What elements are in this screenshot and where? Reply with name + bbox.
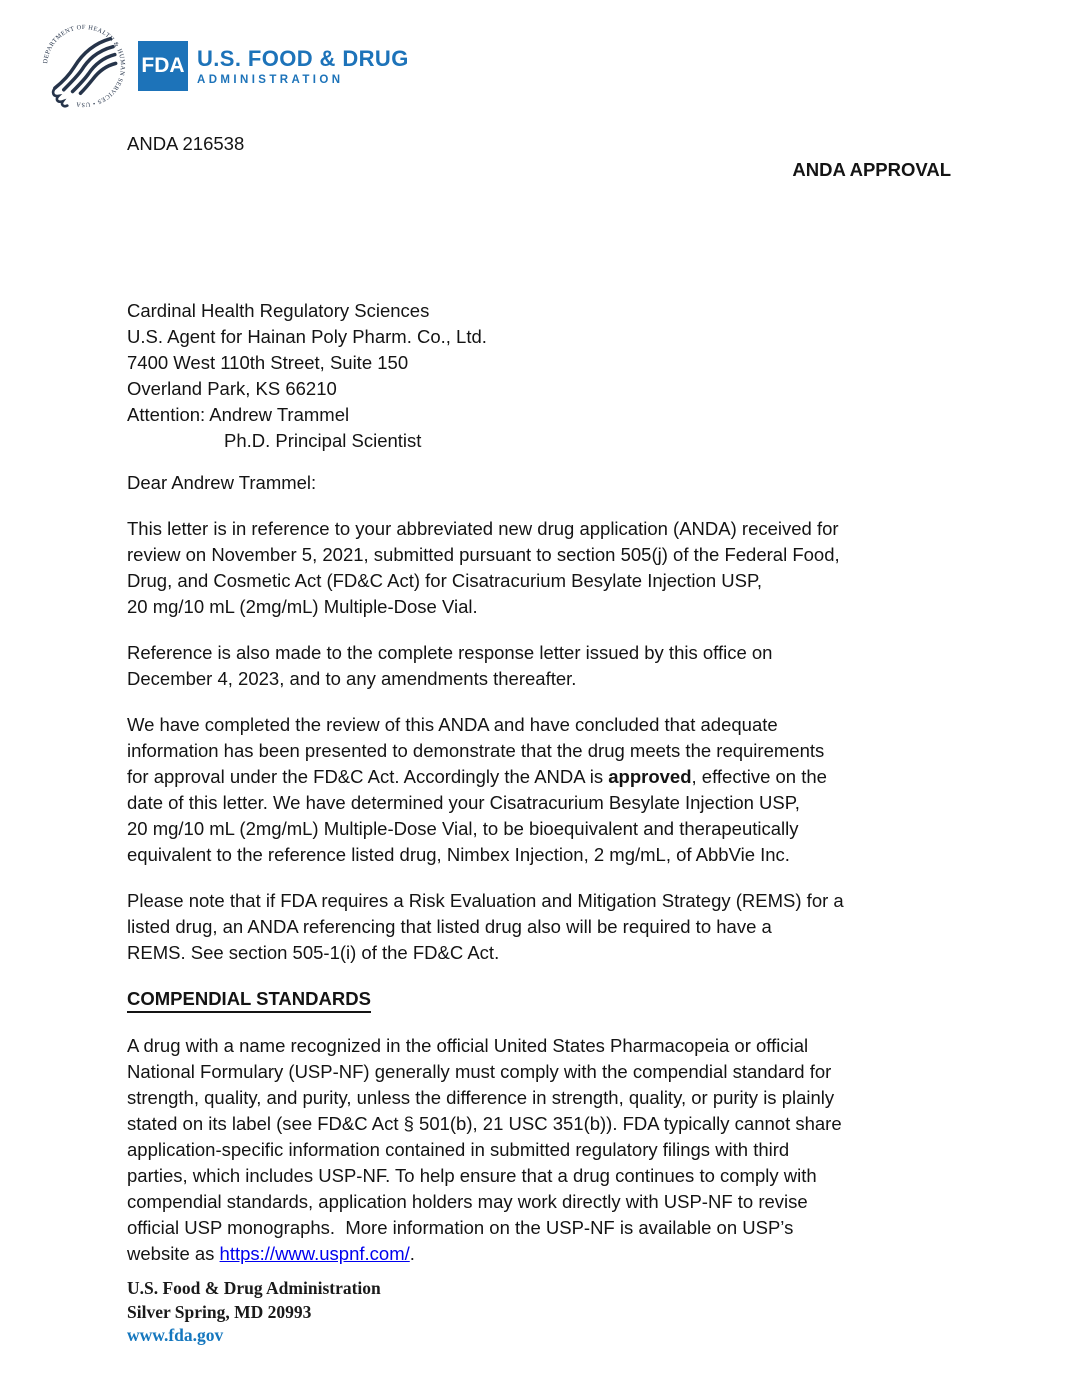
text-segment: , effective on the [691, 766, 827, 787]
text-line: This letter is in reference to your abbreviated new drug application (ANDA) received for [127, 518, 839, 539]
paragraph-reference [127, 516, 977, 620]
text-line: 20 mg/10 mL (2mg/mL) Multiple-Dose Vial, to be bioequivalent and therapeutically [127, 818, 799, 839]
text-line [127, 1241, 977, 1267]
text-line: official USP monographs. More information on the USP-NF is available on USP’s [127, 1217, 794, 1238]
text-line: Drug, and Cosmetic Act (FD&C Act) for Cisatracurium Besylate Injection USP, [127, 570, 763, 591]
text-line: 7400 West 110th Street, Suite 150 [127, 352, 409, 373]
text-line: information has been presented to demonstrate that the drug meets the requirements [127, 740, 825, 761]
letterhead [40, 22, 409, 110]
text-line: review on November 5, 2021, submitted pursuant to section 505(j) of the Federal Food, [127, 544, 840, 565]
footer-address: Silver Spring, MD 20993 [127, 1301, 312, 1322]
section-heading-compendial [127, 986, 977, 1013]
footer-agency: U.S. Food & Drug Administration [127, 1278, 381, 1298]
fda-wordmark-line2: ADMINISTRATION [197, 73, 344, 86]
text-line: Overland Park, KS 66210 [127, 378, 337, 399]
fda-wordmark-line1: U.S. FOOD & DRUG [197, 45, 409, 71]
fda-logo-icon: FDA [138, 41, 188, 91]
salutation: Dear Andrew Trammel: [127, 472, 317, 493]
text-line [127, 764, 977, 790]
text-line: parties, which includes USP-NF. To help ensure that a drug continues to comply with [127, 1165, 817, 1186]
footer [127, 1277, 977, 1348]
text-line: application-specific information contained in submitted regulatory filings with third [127, 1139, 790, 1160]
paragraph-rems [127, 888, 977, 966]
text-segment: website as [127, 1243, 220, 1264]
approval-title: ANDA APPROVAL [792, 159, 951, 180]
text-line: REMS. See section 505-1(i) of the FD&C Act. [127, 942, 500, 963]
svg-text:DEPARTMENT OF HEALTH & HUMAN S: DEPARTMENT OF HEALTH & HUMAN SERVICES • USA [42, 24, 127, 109]
text-line: National Formulary (USP-NF) generally must comply with the compendial standard for [127, 1061, 832, 1082]
text-line: equivalent to the reference listed drug, Nimbex Injection, 2 mg/mL, of AbbVie Inc. [127, 844, 790, 865]
fda-wordmark [197, 47, 409, 86]
recipient-address [127, 298, 977, 428]
text-line: U.S. Agent for Hainan Poly Pharm. Co., Ltd. [127, 326, 487, 347]
footer-website-link[interactable]: www.fda.gov [127, 1325, 224, 1345]
recipient-title: Ph.D. Principal Scientist [224, 430, 422, 451]
hyperlink[interactable]: https://www.uspnf.com/ [219, 1243, 410, 1264]
text-line: Attention: Andrew Trammel [127, 404, 350, 425]
text-line: listed drug, an ANDA referencing that listed drug also will be required to have a [127, 916, 772, 937]
text-line: Please note that if FDA requires a Risk Evaluation and Mitigation Strategy (REMS) for a [127, 890, 844, 911]
text-segment: for approval under the FD&C Act. Accordingly the ANDA is [127, 766, 609, 787]
text-line: 20 mg/10 mL (2mg/mL) Multiple-Dose Vial. [127, 596, 478, 617]
text-line: Reference is also made to the complete response letter issued by this office on [127, 642, 773, 663]
text-segment: . [409, 1243, 415, 1264]
text-line: date of this letter. We have determined your Cisatracurium Besylate Injection USP, [127, 792, 800, 813]
text-line: compendial standards, application holders may work directly with USP-NF to revise [127, 1191, 808, 1212]
fda-logo [138, 41, 409, 91]
text-line: Cardinal Health Regulatory Sciences [127, 300, 430, 321]
section-heading-text: COMPENDIAL STANDARDS [127, 987, 371, 1013]
bold-text: approved [608, 766, 692, 787]
paragraph-compendial [127, 1033, 977, 1267]
text-line: December 4, 2023, and to any amendments thereafter. [127, 668, 577, 689]
text-line: A drug with a name recognized in the official United States Pharmacopeia or official [127, 1035, 809, 1056]
letter-body [127, 131, 977, 1348]
anda-number: ANDA 216538 [127, 133, 245, 154]
paragraph-response-letter [127, 640, 977, 692]
text-line: strength, quality, and purity, unless the difference in strength, quality, or purity is plainly [127, 1087, 835, 1108]
text-line: We have completed the review of this ANDA and have concluded that adequate [127, 714, 778, 735]
hhs-seal-icon [40, 22, 128, 110]
text-line: stated on its label (see FD&C Act § 501(b), 21 USC 351(b)). FDA typically cannot share [127, 1113, 842, 1134]
paragraph-approval [127, 712, 977, 868]
